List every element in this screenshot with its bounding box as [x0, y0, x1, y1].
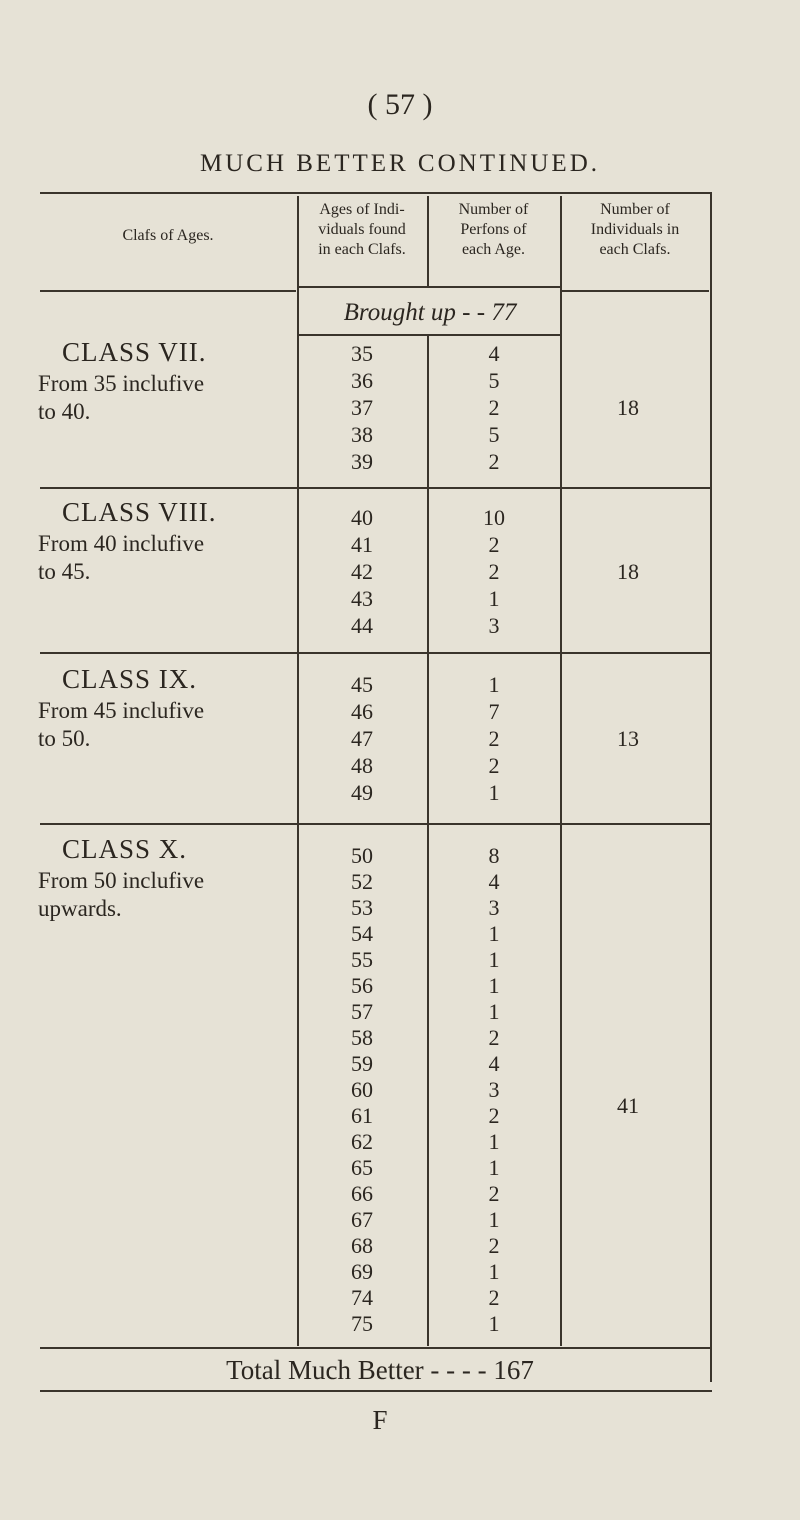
class-7-age-1: 35 [351, 341, 373, 366]
class-7-count-1: 4 [488, 341, 500, 366]
class-10-age-17: 69 [351, 1259, 373, 1284]
class-10-title: CLASS X. [62, 834, 188, 864]
class-10-age-13: 65 [351, 1155, 373, 1180]
class-10-count-6: 1 [488, 973, 500, 998]
class-9-range [38, 697, 298, 753]
class-8-age-3: 42 [351, 559, 373, 584]
table-right-rule [710, 192, 712, 1382]
col-rule-3 [560, 196, 562, 1346]
header-rule-left [40, 290, 296, 292]
header-persons-line-3: each Age. [461, 241, 526, 258]
header-persons [428, 200, 559, 260]
class-9-rule [40, 823, 710, 825]
class-9-age-5: 49 [351, 780, 373, 805]
class-10-count-1: 8 [488, 843, 500, 868]
class-8-age-5: 44 [351, 613, 373, 638]
class-7-count-3: 2 [488, 395, 500, 420]
header-individuals-line-3: each Clafs. [599, 241, 671, 258]
header-ages-line-3: in each Clafs. [318, 241, 406, 258]
header-rule-right [561, 290, 709, 292]
class-8-range-line-1: From 40 inclufive [38, 531, 205, 556]
class-10-age-15: 67 [351, 1207, 373, 1232]
class-10-count-8: 2 [488, 1025, 500, 1050]
class-10-age-3: 53 [351, 895, 373, 920]
class-8-range-line-2: to 45. [38, 559, 91, 584]
class-9-age-2: 46 [351, 699, 373, 724]
class-10-count-10: 3 [488, 1077, 500, 1102]
table-bottom-rule [40, 1347, 710, 1349]
header-individuals-line-1: Number of [600, 201, 670, 218]
class-8-age-4: 43 [351, 586, 373, 611]
total-bottom-rule [40, 1390, 712, 1392]
class-10-count-12: 1 [488, 1129, 500, 1154]
class-10-count-9: 4 [488, 1051, 500, 1076]
header-ages-line-2: viduals found [318, 221, 406, 238]
header-rule-mid [298, 286, 560, 288]
total-much-better: Total Much Better - - - - 167 [226, 1355, 534, 1385]
class-9-count-5: 1 [488, 780, 500, 805]
table-top-rule [40, 192, 712, 194]
class-10-count-13: 1 [488, 1155, 500, 1180]
class-10-age-14: 66 [351, 1181, 373, 1206]
class-7-range-line-1: From 35 inclufive [38, 371, 205, 396]
header-class-text: Clafs of Ages. [122, 227, 214, 244]
class-9-total: 13 [617, 726, 639, 751]
class-9-title: CLASS IX. [62, 664, 198, 694]
class-7-age-4: 38 [351, 422, 373, 447]
header-individuals [561, 200, 709, 260]
class-10-count-7: 1 [488, 999, 500, 1024]
class-8-age-2: 41 [351, 532, 373, 557]
class-10-count-14: 2 [488, 1181, 500, 1206]
class-8-count-3: 2 [488, 559, 500, 584]
class-10-count-19: 1 [488, 1311, 500, 1336]
class-10-age-12: 62 [351, 1129, 373, 1154]
header-ages-line-1: Ages of Indi- [319, 201, 405, 218]
class-9-age-4: 48 [351, 753, 373, 778]
class-10-range-line-2: upwards. [38, 896, 122, 921]
header-persons-line-1: Number of [458, 201, 529, 218]
class-8-title: CLASS VIII. [62, 497, 217, 527]
class-8-count-5: 3 [488, 613, 500, 638]
col-rule-1 [297, 196, 299, 1346]
class-7-range [38, 370, 298, 426]
class-10-range [38, 867, 298, 923]
page-number: ( 57 ) [367, 88, 433, 121]
class-10-age-2: 52 [351, 869, 373, 894]
class-10-range-line-1: From 50 inclufive [38, 868, 205, 893]
class-8-age-1: 40 [351, 505, 373, 530]
class-10-count-5: 1 [488, 947, 500, 972]
class-9-count-4: 2 [488, 753, 500, 778]
brought-up: Brought up - - 77 [343, 299, 517, 326]
class-8-count-2: 2 [488, 532, 500, 557]
class-10-age-6: 56 [351, 973, 373, 998]
header-persons-line-2: Perfons of [460, 221, 527, 238]
class-7-title: CLASS VII. [62, 337, 207, 367]
header-ages [298, 200, 426, 260]
class-10-age-1: 50 [351, 843, 373, 868]
class-9-count-1: 1 [488, 672, 500, 697]
class-7-age-3: 37 [351, 395, 373, 420]
class-8-range [38, 530, 298, 586]
class-8-count-1: 10 [483, 505, 505, 530]
class-10-count-2: 4 [488, 869, 500, 894]
class-9-count-3: 2 [488, 726, 500, 751]
class-10-age-11: 61 [351, 1103, 373, 1128]
class-10-count-3: 3 [488, 895, 500, 920]
class-7-rule [40, 487, 710, 489]
running-title: MUCH BETTER CONTINUED. [199, 150, 600, 177]
class-7-age-2: 36 [351, 368, 373, 393]
class-10-age-7: 57 [351, 999, 373, 1024]
class-9-age-3: 47 [351, 726, 373, 751]
class-7-count-5: 2 [488, 449, 500, 474]
class-10-count-11: 2 [488, 1103, 500, 1128]
class-7-age-5: 39 [351, 449, 373, 474]
class-10-age-4: 54 [351, 921, 373, 946]
class-9-count-2: 7 [488, 699, 500, 724]
class-7-total: 18 [617, 395, 639, 420]
header-class [40, 226, 296, 246]
class-10-count-15: 1 [488, 1207, 500, 1232]
class-10-age-19: 75 [351, 1311, 373, 1336]
class-10-age-16: 68 [351, 1233, 373, 1258]
class-9-range-line-1: From 45 inclufive [38, 698, 205, 723]
class-7-count-2: 5 [488, 368, 500, 393]
class-9-range-line-2: to 50. [38, 726, 91, 751]
class-10-count-17: 1 [488, 1259, 500, 1284]
class-8-total: 18 [617, 559, 639, 584]
class-10-age-5: 55 [351, 947, 373, 972]
class-10-count-4: 1 [488, 921, 500, 946]
class-10-total: 41 [617, 1093, 639, 1118]
class-8-count-4: 1 [488, 586, 500, 611]
signature-mark: F [372, 1405, 388, 1435]
brought-up-rule [298, 334, 560, 336]
class-9-age-1: 45 [351, 672, 373, 697]
class-8-rule [40, 652, 710, 654]
class-7-range-line-2: to 40. [38, 399, 91, 424]
class-10-age-18: 74 [351, 1285, 373, 1310]
class-10-age-8: 58 [351, 1025, 373, 1050]
class-7-count-4: 5 [488, 422, 500, 447]
class-10-age-10: 60 [351, 1077, 373, 1102]
class-10-count-16: 2 [488, 1233, 500, 1258]
class-10-count-18: 2 [488, 1285, 500, 1310]
class-10-age-9: 59 [351, 1051, 373, 1076]
header-individuals-line-2: Individuals in [590, 221, 680, 238]
